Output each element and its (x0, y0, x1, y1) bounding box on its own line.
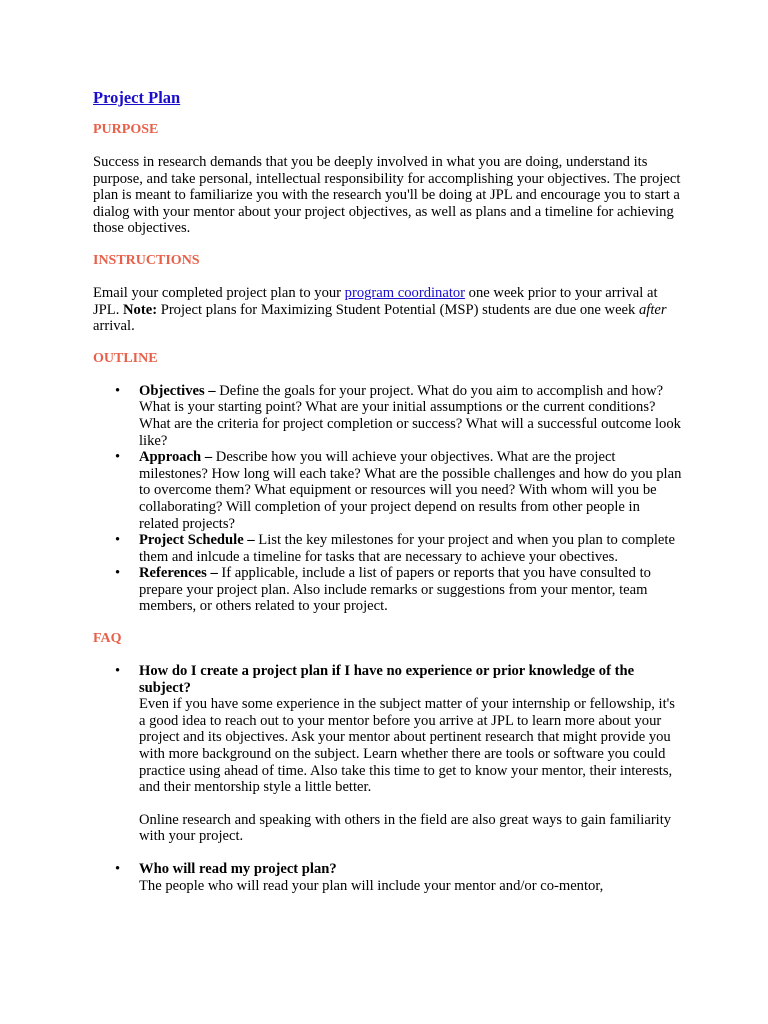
bullet-icon: • (115, 532, 121, 549)
instructions-text-start: Email your completed project plan to your (93, 284, 345, 301)
outline-heading: OUTLINE (93, 350, 158, 366)
note-end: arrival. (93, 318, 135, 335)
outline-item-approach (93, 449, 683, 532)
faq-question: How do I create a project plan if I have no experience or prior knowledge of the subject? (139, 663, 635, 696)
faq-list (93, 663, 683, 894)
outline-item-text: If applicable, include a list of papers or reports that you have consulted to prepare your project plan. Also include remarks or suggestions from your mentor, team members, or others related to your project. (139, 565, 651, 615)
faq-answer: The people who will read your plan will include your mentor and/or co-mentor, (139, 877, 604, 894)
outline-item-project-schedule (93, 532, 683, 565)
faq-question: Who will read my project plan? (139, 861, 337, 877)
instructions-text-middle: one week prior to your arrival at JPL. (93, 284, 658, 318)
outline-item-text: Describe how you will achieve your objectives. What are the project milestones? How long will each take? What are the possible challenges and how do you plan to overcome them? What equipment or resources will you need? With whom will you be collaborating? Will completion of your project depend on results from other people in related projects? (139, 449, 682, 532)
faq-heading: FAQ (93, 631, 122, 647)
instructions-heading: INSTRUCTIONS (93, 252, 200, 268)
faq-item-no-experience (93, 663, 683, 845)
outline-item-text: Define the goals for your project. What do you aim to accomplish and how? What is your starting point? What are your initial assumptions or the current conditions? What are the criteria for project completion or success? What will a successful outcome look like? (139, 382, 681, 449)
bullet-icon: • (115, 861, 121, 877)
purpose-paragraph: Success in research demands that you be deeply involved in what you are doing, understand its purpose, and take personal, intellectual responsibility for accomplishing your objectives. The project plan is meant to familiarize you with the research you'll be doing at JPL and encourage you to start a dialog with your mentor about your project objectives, as well as plans and a timeline for achieving those objectives. (93, 154, 681, 237)
outline-item-objectives (93, 383, 683, 449)
note-text: Project plans for Maximizing Student Potential (MSP) students are due one week (157, 301, 639, 318)
note-emphasis: after (638, 301, 667, 318)
document-page (93, 88, 683, 910)
program-coordinator-link[interactable]: program coordinator (344, 284, 466, 301)
instructions-paragraph (93, 285, 683, 335)
bullet-icon: • (115, 382, 121, 399)
faq-answer-extra: Online research and speaking with others in the field are also great ways to gain familiarity with your project. (139, 811, 672, 845)
outline-item-label: Project Schedule – (139, 532, 255, 549)
bullet-icon: • (115, 663, 121, 680)
outline-item-label: Objectives – (139, 382, 216, 399)
outline-list (93, 383, 683, 615)
outline-item-text: List the key milestones for your project and when you plan to complete them and inlcude a timeline for tasks that are necessary to achieve your obectives. (139, 532, 675, 565)
bullet-icon: • (115, 565, 121, 582)
page-title[interactable]: Project Plan (93, 88, 181, 107)
outline-item-label: Approach – (139, 449, 213, 466)
note-label: Note: (123, 301, 158, 318)
purpose-heading: PURPOSE (93, 122, 159, 137)
faq-item-who-reads (93, 861, 683, 894)
outline-item-references (93, 565, 683, 615)
outline-item-label: References – (139, 565, 218, 582)
faq-answer: Even if you have some experience in the subject matter of your internship or fellowship, it's a good idea to reach out to your mentor before you arrive at JPL to learn more about your project and its objectives. Ask your mentor about pertinent research that might provide you with more background on the subject. Learn whether there are tools or software you could practice using ahead of time. Also take this time to get to know your mentor, their interests, and their mentorship style a little better. (139, 696, 675, 796)
bullet-icon: • (115, 449, 121, 466)
